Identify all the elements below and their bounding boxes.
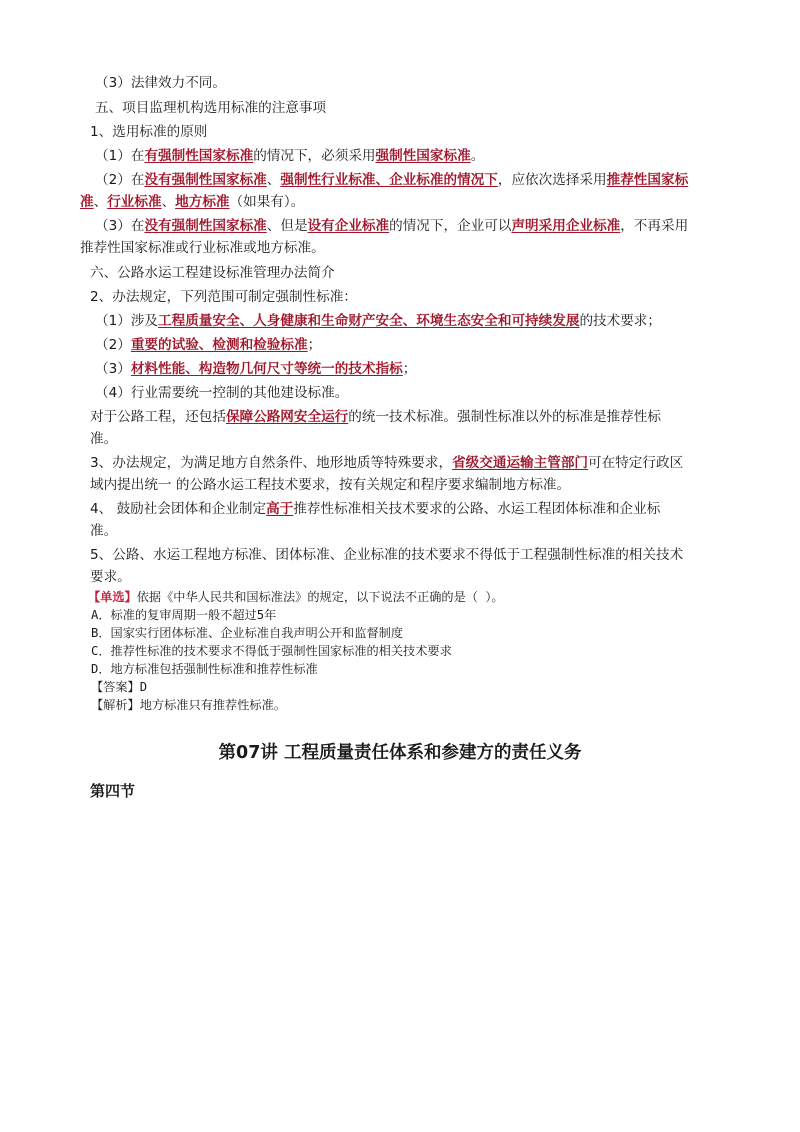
option-d: D．地方标准包括强制性标准和推荐性标准 xyxy=(91,662,318,676)
text-segment: 对于公路工程，还包括 xyxy=(90,409,226,425)
question-stem-line xyxy=(88,588,504,606)
highlighted-term: 重要的试验、检测和检验标准 xyxy=(130,337,308,353)
text-segment: 五、项目监理机构选用标准的注意事项 xyxy=(95,100,327,116)
text-segment: 推荐性标准相关技术要求的公路、水运工程团体标准和企业标 xyxy=(293,501,661,517)
body-line-l11 xyxy=(95,310,661,332)
text-segment: 4、 鼓励社会团体和企业制定 xyxy=(90,501,267,517)
text-segment: （3） xyxy=(95,361,131,377)
text-segment: 、 xyxy=(161,194,176,210)
highlighted-term: 保障公路网安全运行 xyxy=(225,409,349,425)
body-line-l17 xyxy=(90,452,683,474)
answer: 【答案】D xyxy=(91,680,148,694)
text-segment: （4）行业需要统一控制的其他建设标准。 xyxy=(95,385,349,401)
body-line-l5 xyxy=(95,169,688,191)
body-line-l2 xyxy=(95,97,326,119)
body-line-l3 xyxy=(90,121,207,143)
body-line-l21 xyxy=(90,544,683,566)
body-line-l8 xyxy=(80,237,325,259)
question-type-tag: 【单选】 xyxy=(88,590,137,604)
body-line-l9 xyxy=(90,262,335,284)
text-segment: （3）法律效力不同。 xyxy=(95,75,226,91)
body-line-l13 xyxy=(95,358,416,380)
highlighted-term: 准 xyxy=(80,194,94,210)
lecture-title: 第07讲 工程质量责任体系和参建方的责任义务 xyxy=(218,743,582,763)
text-segment: 5、公路、水运工程地方标准、团体标准、企业标准的技术要求不得低于工程强制性标准的相关技术 xyxy=(90,547,684,563)
highlighted-term: 设有企业标准 xyxy=(307,218,390,234)
text-segment: 六、公路水运工程建设标准管理办法简介 xyxy=(90,265,335,281)
text-segment: ，应依次选择采用 xyxy=(497,172,607,188)
section-title: 第四节 xyxy=(90,782,136,800)
text-segment: （2） xyxy=(95,337,131,353)
text-segment: ； xyxy=(402,361,417,377)
body-line-l7 xyxy=(95,215,688,237)
text-segment: 推荐性国家标准或行业标准或地方标准。 xyxy=(80,240,325,256)
text-segment: （3）在 xyxy=(95,218,145,234)
highlighted-term: 没有强制性国家标准 xyxy=(144,218,267,234)
highlighted-term: 工程质量安全、人身健康和生命财产安全、环境生态安全和可持续发展 xyxy=(158,313,580,329)
text-segment: 1、选用标准的原则 xyxy=(90,124,208,140)
highlighted-term: 强制性国家标准 xyxy=(375,148,471,164)
option-a: A．标准的复审周期一般不超过5年 xyxy=(91,608,277,622)
option-b: B．国家实行团体标准、企业标准自我声明公开和监督制度 xyxy=(91,626,404,640)
text-segment: 的情况下，必须采用 xyxy=(253,148,376,164)
body-line-l4 xyxy=(95,145,484,167)
body-line-l14 xyxy=(95,382,348,404)
text-segment: ； xyxy=(307,337,322,353)
highlighted-term: 有强制性国家标准 xyxy=(144,148,254,164)
text-segment: 的技术要求； xyxy=(579,313,661,329)
text-segment: （如果有）。 xyxy=(229,194,305,210)
text-segment: 、 xyxy=(266,172,281,188)
body-line-l16 xyxy=(90,428,117,450)
body-line-l20 xyxy=(90,520,117,542)
text-segment: 可在特定行政区 xyxy=(588,455,684,471)
body-line-l15 xyxy=(90,406,661,428)
text-segment: 要求。 xyxy=(90,569,131,585)
body-line-l10 xyxy=(90,286,357,308)
highlighted-term: 高于 xyxy=(266,501,294,517)
highlighted-term: 没有强制性国家标准 xyxy=(144,172,267,188)
text-segment: 。 xyxy=(470,148,485,164)
text-segment: 、 xyxy=(93,194,108,210)
text-segment: （1）在 xyxy=(95,148,145,164)
body-line-l1 xyxy=(95,72,226,94)
analysis: 【解析】地方标准只有推荐性标准。 xyxy=(91,698,286,712)
question-stem: 依据《中华人民共和国标准法》的规定，以下说法不正确的是（ ）。 xyxy=(136,590,504,604)
highlighted-term: 强制性行业标准、企业标准的情况下 xyxy=(280,172,498,188)
text-segment: 域内提出统一 的公路水运工程技术要求，按有关规定和程序要求编制地方标准。 xyxy=(90,477,571,493)
highlighted-term: 地方标准 xyxy=(175,194,230,210)
highlighted-term: 省级交通运输主管部门 xyxy=(452,455,589,471)
highlighted-term: 推荐性国家标 xyxy=(606,172,689,188)
highlighted-term: 材料性能、构造物几何尺寸等统一的技术指标 xyxy=(130,361,403,377)
text-segment: （2）在 xyxy=(95,172,145,188)
body-line-l18 xyxy=(90,474,570,496)
text-segment: 的统一技术标准。强制性标准以外的标准是推荐性标 xyxy=(348,409,661,425)
body-line-l19 xyxy=(90,498,660,520)
option-c: C．推荐性标准的技术要求不得低于强制性国家标准的相关技术要求 xyxy=(91,644,452,658)
text-segment: ，不再采用 xyxy=(620,218,689,234)
body-line-l6 xyxy=(80,191,304,213)
text-segment: 、但是 xyxy=(266,218,308,234)
highlighted-term: 行业标准 xyxy=(107,194,162,210)
highlighted-term: 声明采用企业标准 xyxy=(511,218,621,234)
text-segment: 的情况下，企业可以 xyxy=(389,218,512,234)
text-segment: 准。 xyxy=(90,431,118,447)
body-line-l22 xyxy=(90,566,131,588)
text-segment: 准。 xyxy=(90,523,118,539)
body-line-l12 xyxy=(95,334,321,356)
text-segment: 2、办法规定，下列范围可制定强制性标准： xyxy=(90,289,357,305)
text-segment: 3、办法规定，为满足地方自然条件、地形地质等特殊要求， xyxy=(90,455,453,471)
text-segment: （1）涉及 xyxy=(95,313,159,329)
